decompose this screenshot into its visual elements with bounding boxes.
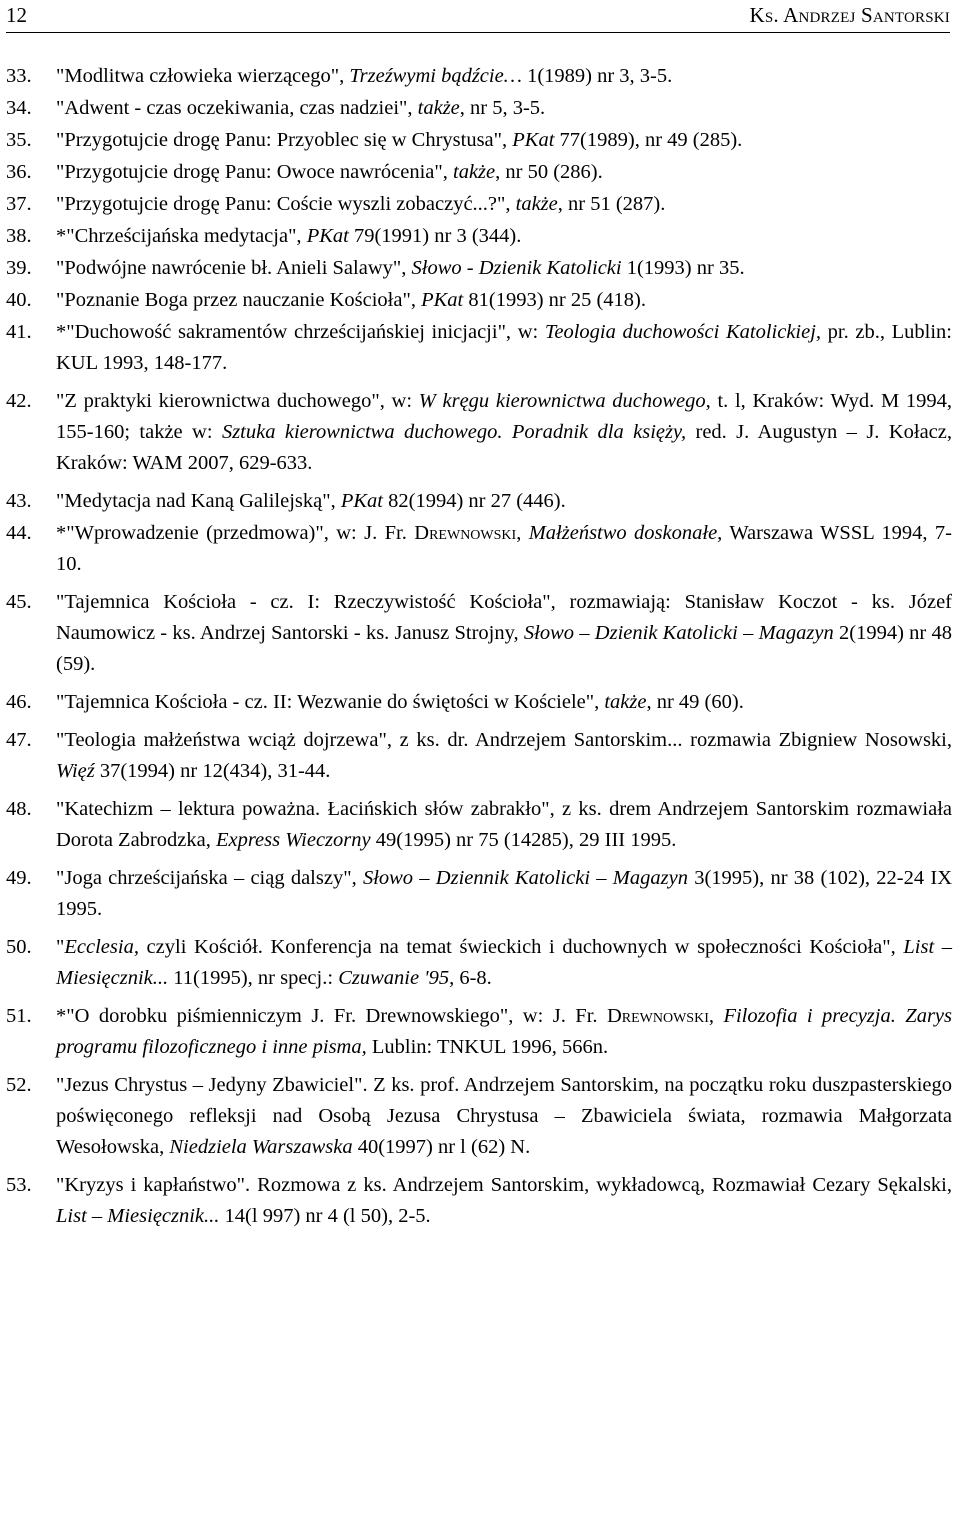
entry-text-segment: red. J. Augustyn – J. Kołacz, Kraków: WAM 2007, 629-633. xyxy=(56,421,952,474)
bibliography-entry xyxy=(6,317,952,379)
entry-text-segment: 3(1995), nr 38 (102), 22-24 IX 1995. xyxy=(56,867,952,920)
entry-number: 43. xyxy=(6,490,32,512)
entry-text xyxy=(56,1074,952,1158)
entry-number: 42. xyxy=(6,390,32,412)
entry-text xyxy=(56,867,952,920)
entry-title-italic: Czuwanie '95, xyxy=(338,967,455,989)
entry-text xyxy=(56,97,545,119)
entry-text-segment: Warszawa WSSL 1994, 7-10. xyxy=(56,522,952,575)
entry-text xyxy=(56,522,952,575)
entry-title-italic: także xyxy=(453,161,496,183)
entry-text xyxy=(56,798,952,851)
entry-title-italic: Filozofia i precyzja. Zarys programu filozoficznego i inne pisma, xyxy=(56,1005,952,1058)
bibliography-entry xyxy=(6,125,952,156)
entry-number: 34. xyxy=(6,97,32,119)
entry-text-segment: 40(1997) nr l (62) N. xyxy=(352,1136,531,1158)
entry-number: 44. xyxy=(6,522,32,544)
entry-text xyxy=(56,490,566,512)
entry-text xyxy=(56,161,603,183)
bibliography-entry xyxy=(6,386,952,479)
entry-title-italic: Ecclesia, xyxy=(64,936,139,958)
entry-title-italic: PKat xyxy=(306,225,349,247)
entry-text xyxy=(56,1174,952,1227)
entry-text-segment: 14(l 997) nr 4 (l 50), 2-5. xyxy=(219,1205,431,1227)
entry-text-segment: 49(1995) nr 75 (14285), 29 III 1995. xyxy=(370,829,677,851)
entry-author-smallcaps: Drewnowski xyxy=(414,522,517,544)
entry-text xyxy=(56,390,952,474)
entry-number: 53. xyxy=(6,1174,32,1196)
entry-title-italic: List – Miesięcznik... xyxy=(56,1205,220,1227)
entry-number: 48. xyxy=(6,798,32,820)
entry-text-segment: "Adwent - czas oczekiwania, czas nadziei", xyxy=(56,97,418,119)
entry-text-segment: , nr 49 (60). xyxy=(646,691,744,713)
entry-text-segment: *"O dorobku piśmienniczym J. Fr. Drewnowskiego", w: J. Fr. xyxy=(56,1005,607,1027)
bibliography-entry xyxy=(6,253,952,284)
entry-title-italic: Trzeźwymi bądźcie… xyxy=(349,65,522,87)
entry-text-segment: "Poznanie Boga przez nauczanie Kościoła", xyxy=(56,289,422,311)
bibliography-entry xyxy=(6,157,952,188)
entry-title-italic: Słowo – Dzienik Katolicki – Magazyn xyxy=(523,622,834,644)
entry-title-italic: Więź xyxy=(56,760,95,782)
entry-text-segment: czyli Kościół. Konferencja na temat świeckich i duchownych w społeczności Kościoła", xyxy=(138,936,904,958)
entry-text-segment: , xyxy=(516,522,529,544)
entry-number: 49. xyxy=(6,867,32,889)
entry-text-segment: "Przygotujcie drogę Panu: Przyoblec się w Chrystusa", xyxy=(56,129,513,151)
entry-number: 45. xyxy=(6,591,32,613)
bibliography-entry xyxy=(6,189,952,220)
entry-number: 38. xyxy=(6,225,32,247)
entry-text-segment: "Joga chrześcijańska – ciąg dalszy", xyxy=(56,867,363,889)
entry-text xyxy=(56,289,646,311)
bibliography-entry xyxy=(6,932,952,994)
entry-text xyxy=(56,225,521,247)
entry-author-smallcaps: Drewnowski xyxy=(606,1005,709,1027)
entry-number: 35. xyxy=(6,129,32,151)
entry-text-segment: *"Wprowadzenie (przedmowa)", w: J. Fr. xyxy=(56,522,415,544)
entry-text-segment: 37(1994) nr 12(434), 31-44. xyxy=(94,760,331,782)
entry-number: 50. xyxy=(6,936,32,958)
entry-text xyxy=(56,193,665,215)
entry-title-italic: PKat xyxy=(421,289,464,311)
entry-text-segment: 2(1994) nr 48 (59). xyxy=(56,622,953,675)
entry-text-segment: "Teologia małżeństwa wciąż dojrzewa", z ks. dr. Andrzejem Santorskim... rozmawia Zbigniew Nosowski, xyxy=(56,729,952,751)
entry-number: 36. xyxy=(6,161,32,183)
entry-text-segment: "Tajemnica Kościoła - cz. II: Wezwanie do świętości w Kościele", xyxy=(56,691,605,713)
entry-text-segment: "Medytacja nad Kaną Galilejską", xyxy=(56,490,341,512)
entry-title-italic: także xyxy=(417,97,460,119)
entry-title-italic: Niedziela Warszawska xyxy=(169,1136,353,1158)
entry-title-italic: Sztuka kierownictwa duchowego. Poradnik dla księży, xyxy=(221,421,687,443)
bibliography-entry xyxy=(6,486,952,517)
entry-text-segment: 77(1989), nr 49 (285). xyxy=(554,129,743,151)
entry-text-segment: , nr 5, 3-5. xyxy=(459,97,546,119)
entry-title-italic: Słowo - Dzienik Katolicki xyxy=(411,257,622,279)
entry-text xyxy=(56,129,742,151)
entry-text-segment: "Z praktyki kierownictwa duchowego", w: xyxy=(56,390,419,412)
entry-text-segment: 82(1994) nr 27 (446). xyxy=(383,490,566,512)
running-head: Ks. Andrzej Santorski xyxy=(749,3,950,27)
entry-text-segment: "Podwójne nawrócenie bł. Anieli Salawy", xyxy=(56,257,412,279)
bibliography-entry xyxy=(6,61,952,92)
bibliography-entry xyxy=(6,1001,952,1063)
entry-text-segment: "Przygotujcie drogę Panu: Owoce nawrócenia", xyxy=(56,161,453,183)
entry-text xyxy=(56,591,952,675)
entry-text-segment: "Przygotujcie drogę Panu: Coście wyszli zobaczyć...?", xyxy=(56,193,516,215)
bibliography-entry xyxy=(6,1070,952,1163)
entry-text-segment: "Modlitwa człowieka wierzącego", xyxy=(56,65,350,87)
bibliography-entry xyxy=(6,285,952,316)
bibliography-entry xyxy=(6,687,952,718)
entry-text-segment: "Jezus Chrystus – Jedyny Zbawiciel". Z ks. prof. Andrzejem Santorskim, na początku roku duszpasterskiego poświęconego refleksji nad Osobą Jezusa Chrystusa – Zbawiciela świata, rozmawia Małgorzata Wesołowska, xyxy=(56,1074,952,1158)
entry-text xyxy=(56,321,952,374)
entry-text-segment: Lublin: TNKUL 1996, 566n. xyxy=(366,1036,609,1058)
entry-text-segment: , nr 50 (286). xyxy=(495,161,603,183)
entry-number: 37. xyxy=(6,193,32,215)
entry-number: 40. xyxy=(6,289,32,311)
bibliography-entry xyxy=(6,1170,952,1232)
entry-title-italic: Małżeństwo doskonałe, xyxy=(528,522,723,544)
bibliography-list xyxy=(6,61,952,1232)
entry-text-segment: *"Chrześcijańska medytacja", xyxy=(56,225,307,247)
entry-title-italic: PKat xyxy=(340,490,383,512)
entry-text-segment: 79(1991) nr 3 (344). xyxy=(348,225,522,247)
entry-title-italic: Teologia duchowości Katolickiej, xyxy=(544,321,822,343)
bibliography-entry xyxy=(6,794,952,856)
page-header xyxy=(6,0,950,33)
entry-title-italic: także xyxy=(515,193,558,215)
entry-number: 39. xyxy=(6,257,32,279)
entry-number: 41. xyxy=(6,321,32,343)
entry-text-segment: 1(1993) nr 35. xyxy=(621,257,745,279)
entry-text xyxy=(56,691,744,713)
page-number: 12 xyxy=(6,3,27,27)
entry-text-segment: , nr 51 (287). xyxy=(557,193,666,215)
entry-text-segment: 1(1989) nr 3, 3-5. xyxy=(521,65,673,87)
entry-text xyxy=(56,1005,952,1058)
bibliography-entry xyxy=(6,518,952,580)
entry-text xyxy=(56,65,672,87)
entry-text-segment: 11(1995), nr specj.: xyxy=(168,967,339,989)
entry-text-segment: *"Duchowość sakramentów chrześcijańskiej inicjacji", w: xyxy=(56,321,545,343)
entry-text-segment: 6-8. xyxy=(454,967,492,989)
entry-number: 46. xyxy=(6,691,32,713)
bibliography-entry xyxy=(6,221,952,252)
entry-text-segment: pr. zb., Lublin: KUL 1993, 148-177. xyxy=(56,321,952,374)
entry-text-segment: t. l, Kraków: Wyd. M 1994, 155-160; także w: xyxy=(56,390,952,443)
entry-title-italic: List – Miesięcznik... xyxy=(56,936,952,989)
entry-text xyxy=(56,729,952,782)
entry-title-italic: PKat xyxy=(512,129,555,151)
entry-text xyxy=(56,936,952,989)
bibliography-entry xyxy=(6,863,952,925)
entry-title-italic: Słowo – Dziennik Katolicki – Magazyn xyxy=(362,867,688,889)
entry-number: 52. xyxy=(6,1074,32,1096)
entry-number: 51. xyxy=(6,1005,32,1027)
entry-title-italic: W kręgu kierownictwa duchowego, xyxy=(418,390,711,412)
entry-text-segment: "Katechizm – lektura poważna. Łacińskich słów zabrakło", z ks. drem Andrzejem Santorskim rozmawiała Dorota Zabrodzka, xyxy=(56,798,952,851)
entry-text-segment: 81(1993) nr 25 (418). xyxy=(463,289,647,311)
entry-text-segment: "Kryzys i kapłaństwo". Rozmowa z ks. Andrzejem Santorskim, wykładowcą, Rozmawiał Cezary Sękalski, xyxy=(56,1174,952,1196)
bibliography-entry xyxy=(6,587,952,680)
entry-number: 47. xyxy=(6,729,32,751)
entry-text-segment: "Tajemnica Kościoła - cz. I: Rzeczywistość Kościoła", rozmawiają: Stanisław Koczot - ks. Józef Naumowicz - ks. Andrzej Santorski - ks. Janusz Strojny, xyxy=(56,591,952,644)
entry-text-segment: " xyxy=(56,936,65,958)
bibliography-entry xyxy=(6,725,952,787)
entry-text xyxy=(56,257,745,279)
entry-number: 33. xyxy=(6,65,32,87)
entry-text-segment: , xyxy=(708,1005,724,1027)
entry-title-italic: także xyxy=(604,691,647,713)
entry-title-italic: Express Wieczorny xyxy=(215,829,371,851)
bibliography-entry xyxy=(6,93,952,124)
